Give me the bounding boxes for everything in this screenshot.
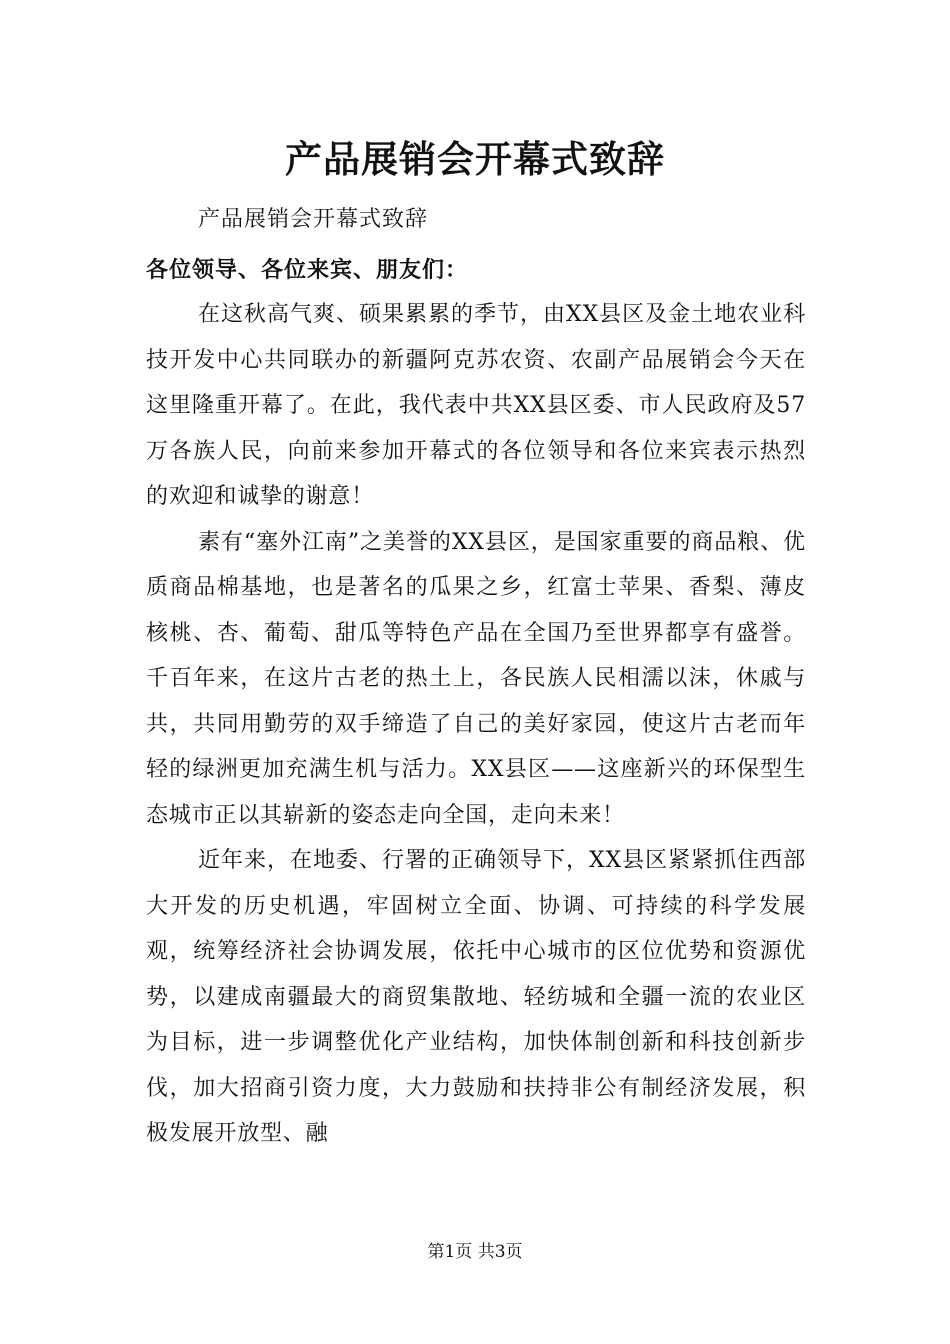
paragraph-2: 素有“塞外江南”之美誉的XX县区，是国家重要的商品粮、优质商品棉基地，也是著名的瓜果之乡，红富士苹果、香梨、薄皮核桃、杏、葡萄、甜瓜等特色产品在全国乃至世界都享有盛誉。千百年来，在这片古老的热土上，各民族人民相濡以沫，休戚与共，共同用勤劳的双手缔造了自己的美好家园，使这片古老而年轻的绿洲更加充满生机与活力。XX县区——这座新兴的环保型生态城市正以其崭新的姿态走向全国，走向未来！ bbox=[146, 529, 806, 828]
paragraph-1: 在这秋高气爽、硕果累累的季节，由XX县区及金土地农业科技开发中心共同联办的新疆阿克苏农资、农副产品展销会今天在这里隆重开幕了。在此，我代表中共XX县区委、市人民政府及57万各族人民，向前来参加开幕式的各位领导和各位来宾表示热烈的欢迎和诚挚的谢意！ bbox=[146, 302, 806, 509]
paragraph-3: 近年来，在地委、行署的正确领导下，XX县区紧紧抓住西部大开发的历史机遇，牢固树立全面、协调、可持续的科学发展观，统筹经济社会协调发展，依托中心城市的区位优势和资源优势，以建成南疆最大的商贸集散地、轻纺城和全疆一流的农业区为目标，进一步调整优化产业结构，加快体制创新和科技创新步伐，加大招商引资力度，大力鼓励和扶持非公有制经济发展，积极发展开放型、融 bbox=[146, 848, 806, 1146]
document-subtitle: 产品展销会开幕式致辞 bbox=[198, 207, 429, 232]
document-title: 产品展销会开幕式致辞 bbox=[285, 137, 665, 181]
salutation: 各位领导、各位来宾、朋友们： bbox=[146, 257, 469, 283]
page-footer: 第1页 共3页 bbox=[427, 1242, 523, 1262]
document-body bbox=[146, 292, 806, 1157]
